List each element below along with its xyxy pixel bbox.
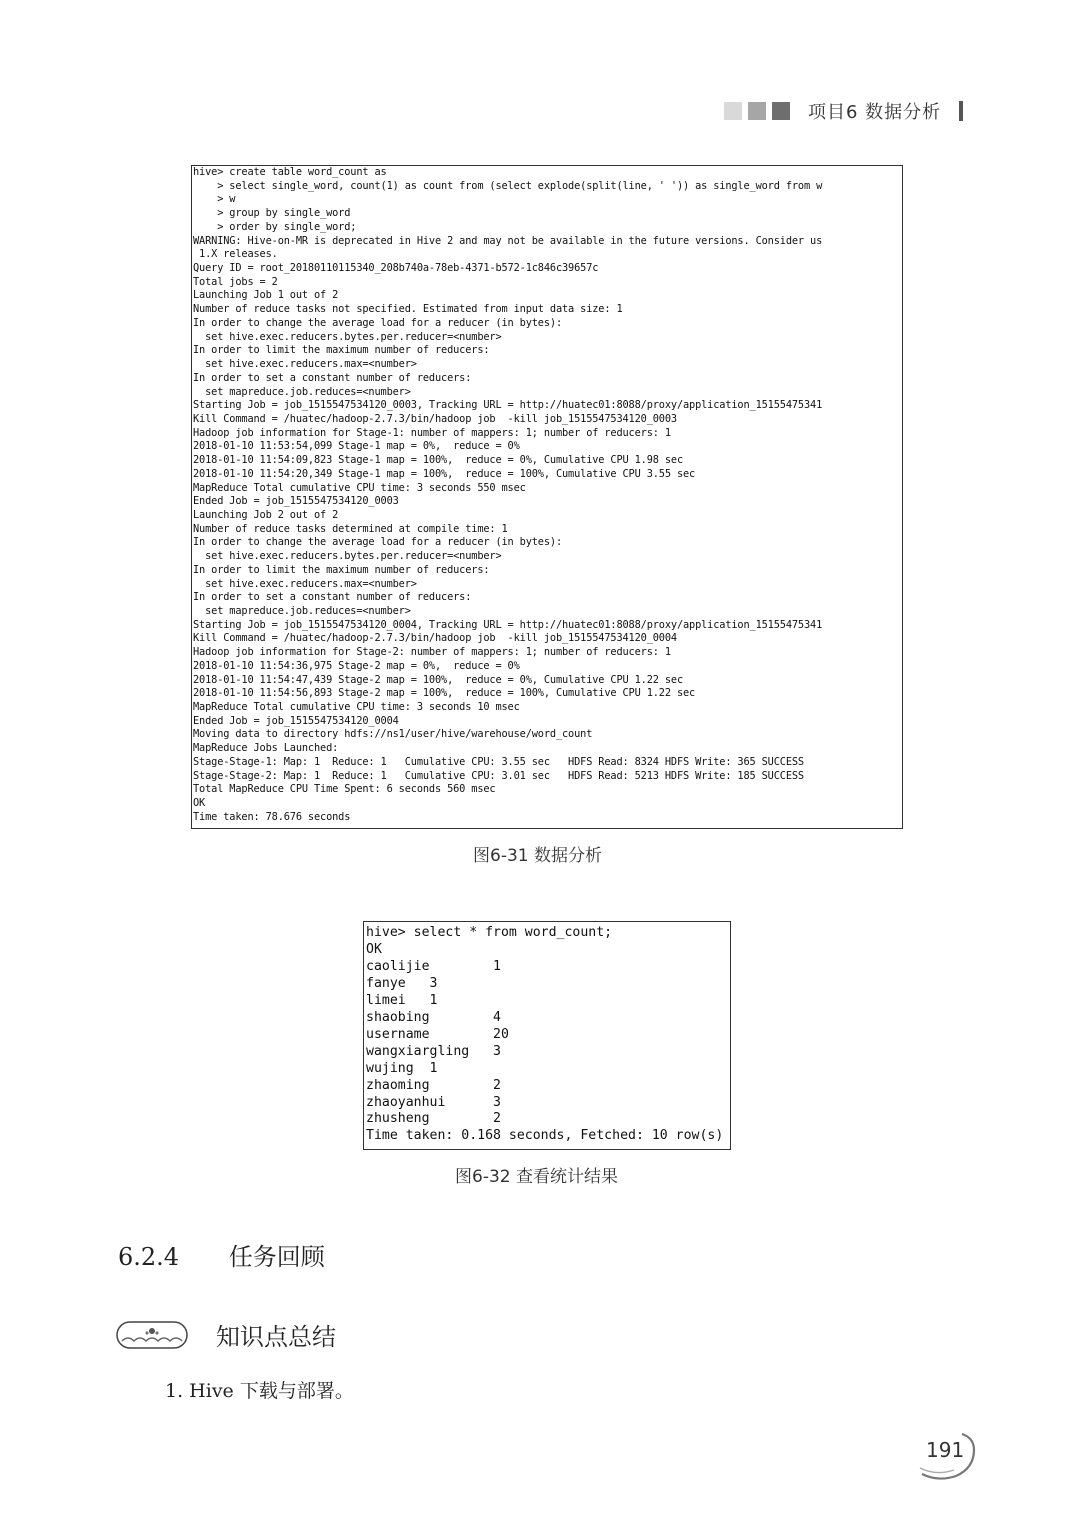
knowledge-heading — [116, 1317, 336, 1352]
section-heading — [118, 1237, 325, 1272]
terminal-line: 2018-01-10 11:54:47,439 Stage-2 map = 100%, reduce = 0%, Cumulative CPU 1.22 sec — [193, 673, 683, 686]
terminal-line: Hadoop job information for Stage-1: number of mappers: 1; number of reducers: 1 — [193, 426, 671, 439]
terminal-line: MapReduce Total cumulative CPU time: 3 seconds 10 msec — [193, 701, 520, 714]
terminal-line: > select single_word, count(1) as count from (select explode(split(line, ' ')) as single_word from w — [193, 179, 823, 192]
terminal-line: Hadoop job information for Stage-2: number of mappers: 1; number of reducers: 1 — [193, 646, 671, 659]
terminal-line: Time taken: 0.168 seconds, Fetched: 10 row(s) — [366, 1128, 724, 1144]
terminal-line: 2018-01-10 11:54:36,975 Stage-2 map = 0%, reduce = 0% — [193, 659, 520, 672]
terminal-line: In order to change the average load for a reducer (in bytes): — [193, 316, 563, 329]
terminal-line: > group by single_word — [193, 207, 351, 220]
terminal-line: zhaoming 2 — [366, 1077, 501, 1093]
terminal-line: In order to limit the maximum number of reducers: — [193, 344, 490, 357]
section-number: 6.2.4 — [118, 1243, 180, 1271]
terminal-line: OK — [193, 797, 206, 810]
terminal-line: Starting Job = job_1515547534120_0004, Tracking URL = http://huatec01:8088/proxy/application_15155475341 — [193, 618, 823, 631]
terminal-line: In order to set a constant number of reducers: — [193, 591, 472, 604]
terminal-line: Number of reduce tasks determined at compile time: 1 — [193, 522, 508, 535]
header-square-mid — [748, 102, 766, 120]
header-title: 项目6 数据分析 — [808, 102, 942, 123]
terminal-line: limei 1 — [366, 992, 438, 1008]
terminal-line: Starting Job = job_1515547534120_0003, Tracking URL = http://huatec01:8088/proxy/application_15155475341 — [193, 399, 823, 412]
terminal-line: Number of reduce tasks not specified. Estimated from input data size: 1 — [193, 303, 623, 316]
figure-6-31-caption: 图6-31 数据分析 — [473, 846, 602, 866]
terminal-line: fanye 3 — [366, 975, 438, 991]
terminal-line: username 20 — [366, 1026, 509, 1042]
page-number — [916, 1430, 980, 1482]
terminal-line: In order to set a constant number of reducers: — [193, 371, 472, 384]
terminal-line: zhusheng 2 — [366, 1111, 501, 1127]
running-header — [724, 97, 963, 125]
terminal-line: MapReduce Jobs Launched: — [193, 742, 339, 755]
figure-6-32-caption: 图6-32 查看统计结果 — [455, 1167, 618, 1187]
terminal-line: Ended Job = job_1515547534120_0004 — [193, 714, 399, 727]
terminal-line: WARNING: Hive-on-MR is deprecated in Hive 2 and may not be available in the future versions. Consider us — [193, 234, 823, 247]
figure-6-31-terminal — [191, 165, 903, 829]
terminal-line: Query ID = root_20180110115340_208b740a-78eb-4371-b572-1c846c39657c — [193, 262, 599, 275]
terminal-line: set hive.exec.reducers.bytes.per.reducer=<number> — [193, 550, 502, 563]
terminal-line: Launching Job 1 out of 2 — [193, 289, 339, 302]
page-number-text: 191 — [926, 1438, 965, 1462]
terminal-line: 2018-01-10 11:53:54,099 Stage-1 map = 0%, reduce = 0% — [193, 440, 520, 453]
terminal-line: 2018-01-10 11:54:20,349 Stage-1 map = 100%, reduce = 100%, Cumulative CPU 3.55 sec — [193, 467, 696, 480]
terminal-line: wujing 1 — [366, 1060, 438, 1076]
terminal-line: caolijie 1 — [366, 958, 501, 974]
terminal-line: OK — [366, 941, 382, 957]
section-title: 任务回顾 — [228, 1243, 325, 1271]
terminal-line: set hive.exec.reducers.max=<number> — [193, 577, 417, 590]
terminal-line: shaobing 4 — [366, 1009, 501, 1025]
terminal-line: 1.X releases. — [193, 248, 278, 261]
header-square-dark — [772, 102, 790, 120]
terminal-line: > w — [193, 193, 236, 206]
terminal-line: 2018-01-10 11:54:09,823 Stage-1 map = 100%, reduce = 0%, Cumulative CPU 1.98 sec — [193, 454, 683, 467]
terminal-line: > order by single_word; — [193, 220, 357, 233]
terminal-line: Kill Command = /huatec/hadoop-2.7.3/bin/hadoop job -kill job_1515547534120_0004 — [193, 632, 677, 645]
terminal-line: In order to limit the maximum number of reducers: — [193, 563, 490, 576]
terminal-line: Ended Job = job_1515547534120_0003 — [193, 495, 399, 508]
terminal-line: In order to change the average load for a reducer (in bytes): — [193, 536, 563, 549]
terminal-line: 2018-01-10 11:54:56,893 Stage-2 map = 100%, reduce = 100%, Cumulative CPU 1.22 sec — [193, 687, 696, 700]
terminal-line: Stage-Stage-1: Map: 1 Reduce: 1 Cumulative CPU: 3.55 sec HDFS Read: 8324 HDFS Write: 365 SUCCESS — [193, 755, 804, 768]
terminal-line: Time taken: 78.676 seconds — [193, 810, 351, 823]
list-item: 1. Hive 下载与部署。 — [165, 1380, 354, 1402]
terminal-line: wangxiargling 3 — [366, 1043, 501, 1059]
terminal-line: set mapreduce.job.reduces=<number> — [193, 385, 411, 398]
terminal-line: Total jobs = 2 — [193, 275, 278, 288]
knowledge-emblem-icon — [116, 1321, 188, 1349]
terminal-line: Moving data to directory hdfs://ns1/user/hive/warehouse/word_count — [193, 728, 593, 741]
terminal-line: zhaoyanhui 3 — [366, 1094, 501, 1110]
terminal-line: Kill Command = /huatec/hadoop-2.7.3/bin/hadoop job -kill job_1515547534120_0003 — [193, 412, 677, 425]
header-square-light — [724, 102, 742, 120]
terminal-line: Launching Job 2 out of 2 — [193, 508, 339, 521]
knowledge-title: 知识点总结 — [216, 1323, 336, 1351]
terminal-line: set mapreduce.job.reduces=<number> — [193, 605, 411, 617]
terminal-line: Total MapReduce CPU Time Spent: 6 seconds 560 msec — [193, 783, 496, 796]
terminal-line: hive> select * from word_count; — [366, 925, 613, 940]
terminal-line: set hive.exec.reducers.max=<number> — [193, 358, 417, 371]
terminal-line: hive> create table word_count as — [193, 166, 387, 178]
terminal-line: set hive.exec.reducers.bytes.per.reducer=<number> — [193, 330, 502, 343]
terminal-line: Stage-Stage-2: Map: 1 Reduce: 1 Cumulative CPU: 3.01 sec HDFS Read: 5213 HDFS Write: 185 SUCCESS — [193, 769, 804, 782]
header-bar — [959, 101, 963, 121]
terminal-line: MapReduce Total cumulative CPU time: 3 seconds 550 msec — [193, 481, 526, 494]
figure-6-32-terminal — [363, 921, 731, 1150]
